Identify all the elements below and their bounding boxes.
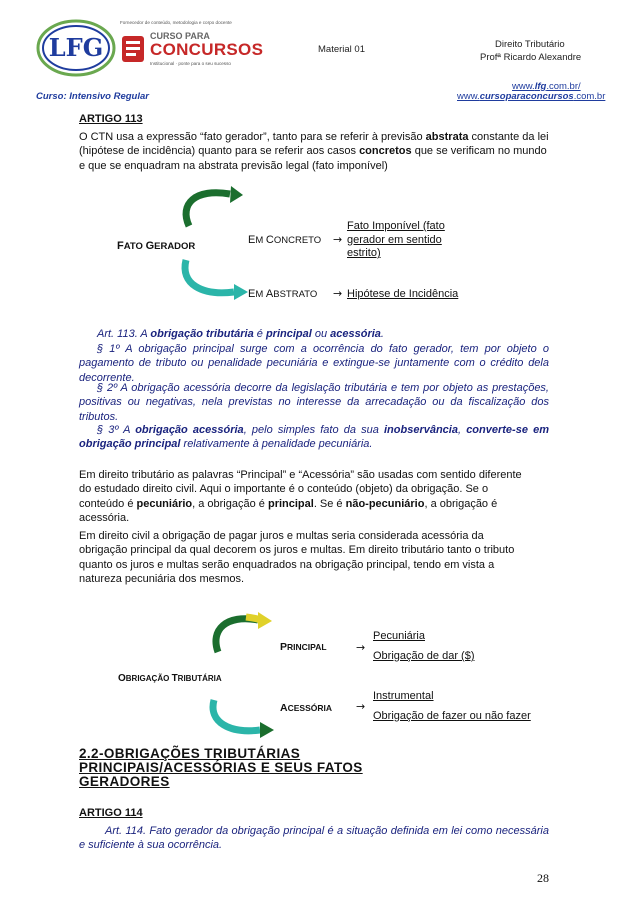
- fato-gerador-label: FATO GERADOR: [117, 240, 196, 252]
- em-abstrato-label: EM ABSTRATO: [248, 288, 318, 300]
- em-concreto-label: EM CONCRETO: [248, 234, 322, 246]
- header-url-lfg[interactable]: www.lfg.com.br/: [512, 81, 581, 92]
- header-subject: Direito Tributário: [495, 39, 565, 50]
- art114-text: Art. 114. Fato gerador da obrigação principal é a situação definida em lei como necessária e suficiente à sua ocorrência.: [79, 825, 549, 852]
- art113-heading: ARTIGO 113: [79, 113, 143, 125]
- section-title: 2.2-OBRIGAÇÕES TRIBUTÁRIAS PRINCIPAIS/ACESSÓRIAS E SEUS FATOS GERADORES: [79, 746, 363, 789]
- abstrato-result: Hipótese de Incidência: [347, 288, 459, 300]
- promo-brand-line2: CONCURSOS: [150, 40, 264, 59]
- obrigacao-tributaria-label: OBRIGAÇÃO TRIBUTÁRIA: [118, 673, 222, 684]
- header-professor: Profª Ricardo Alexandre: [480, 52, 582, 63]
- body-paragraph-principal-acessoria: Em direito tributário as palavras “Principal” e “Acessória” são usadas com sentido diferente do estudado direito civil. Aqui o importante é o conteúdo (objeto) da obrigação. Se o conteúdo é pecuniário, a obrigação é principal. Se é não-pecuniário, a obrigação é acessória.: [79, 469, 522, 524]
- acessoria-result-2: Obrigação de fazer ou não fazer: [373, 710, 531, 722]
- arrow-right-icon: →: [333, 287, 343, 300]
- curved-arrow-icon: [206, 612, 274, 658]
- body-paragraph-direito-civil: Em direito civil a obrigação de pagar juros e multas seria considerada acessória da obrigação principal da qual decorem os juros e multas. Em direito tributário tanto o tributo quanto os juros e multas serão enquadrados na obrigação principal, tendo em vista a natureza pecuniária dos mesmos.: [79, 530, 515, 585]
- principal-result-2: Obrigação de dar ($): [373, 650, 475, 662]
- art113-paragraph-2: § 2º A obrigação acessória decorre da legislação tributária e tem por objeto as prestações, positivas ou negativas, nela previstas no interesse da arrecadação ou da fiscalização dos tributos.: [79, 382, 549, 423]
- art113-paragraph-3: § 3º A obrigação acessória, pelo simples fato da sua inobservância, converte-se em obrigação principal relativamente à penalidade pecuniária.: [79, 424, 549, 451]
- header-url-cursos[interactable]: www.cursoparaconcursos.com.br: [457, 91, 606, 102]
- arrow-right-icon: →: [356, 700, 366, 713]
- art114-heading: ARTIGO 114: [79, 807, 143, 819]
- header-material: Material 01: [318, 44, 365, 55]
- pencil-icon: [120, 32, 146, 66]
- art113-caput: Art. 113. A obrigação tributária é principal ou acessória.: [97, 328, 384, 340]
- acessoria-result-1: Instrumental: [373, 690, 434, 702]
- course-label: Curso: Intensivo Regular: [36, 91, 149, 102]
- curved-arrow-icon: [180, 256, 250, 300]
- principal-label: PRINCIPAL: [280, 641, 327, 653]
- promo-logo: [120, 20, 270, 72]
- page-number: 28: [537, 871, 549, 885]
- lfg-logo: [36, 18, 116, 78]
- curved-arrow-icon: [175, 186, 245, 234]
- promo-brand-line3: Institucional · ponte para o seu sucesso: [150, 61, 231, 66]
- concreto-result: Fato Imponível (fato gerador em sentido estrito): [347, 220, 445, 259]
- curved-arrow-icon: [208, 696, 276, 738]
- promo-tagline: Fornecedor de conteúdo, metodologia e corpo docente: [120, 20, 232, 25]
- promo-brand-line1: CURSO PARA: [150, 31, 210, 41]
- art113-paragraph: O CTN usa a expressão “fato gerador”, tanto para se referir à previsão abstrata constante da lei (hipótese de incidência) quanto para se referir aos casos concretos que se verificam no mundo e que se enquadram na abstrata previsão legal (fato imponível): [79, 131, 549, 172]
- art113-paragraph-1: § 1º A obrigação principal surge com a ocorrência do fato gerador, tem por objeto o pagamento de tributo ou penalidade pecuniária e extingue-se juntamente com o crédito dela decorrente.: [79, 343, 549, 384]
- arrow-right-icon: →: [356, 641, 366, 654]
- arrow-right-icon: →: [333, 233, 343, 246]
- acessoria-label: ACESSÓRIA: [280, 702, 332, 714]
- principal-result-1: Pecuniária: [373, 630, 425, 642]
- logo-text: LFG: [48, 33, 104, 62]
